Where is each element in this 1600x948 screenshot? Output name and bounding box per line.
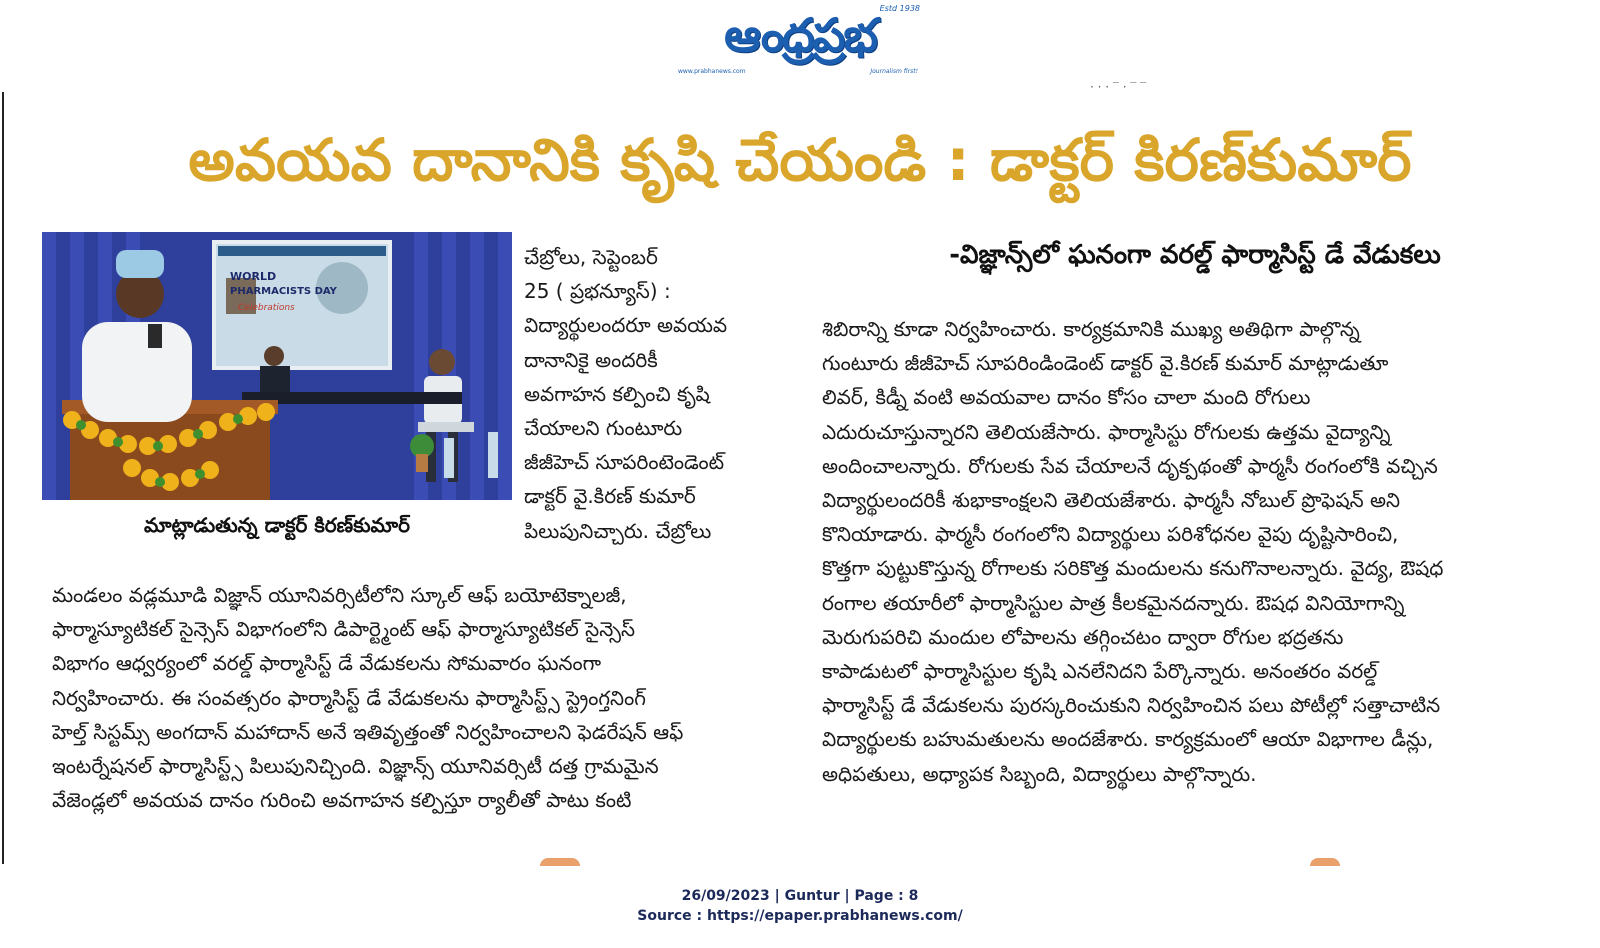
text-line: ఫార్మాస్యూటికల్ సైన్సెస్ విభాగంలోని డిపార్ట్మెంట్ ఆఫ్ ఫార్మాస్యూటికల్ సైన్సెస్ <box>52 617 636 642</box>
text-line: 25 ( ప్రభన్యూస్) : <box>524 279 671 304</box>
text-line: అధిపతులు, అధ్యాపక సిబ్బంది, విద్యార్థులు పాల్గొన్నారు. <box>822 761 1257 786</box>
text-line: అందించాలన్నారు. రోగులకు సేవ చేయాలనే దృక్పథంతో ఫార్మసీ రంగంలోకి వచ్చిన <box>822 453 1438 478</box>
logo-wordmark: ఆంధ్రప్రభ <box>724 8 876 62</box>
text-line: ఫార్మాసిస్ట్ డే వేడుకలను పురస్కరించుకుని నిర్వహించిన పలు పోటీల్లో సత్తాచాటిన <box>822 693 1441 718</box>
text-line: కాపాడుటలో ఫార్మాసిస్టుల కృషి ఎనలేనిదని పేర్కొన్నారు. అనంతరం వరల్డ్ <box>822 659 1378 684</box>
text-line: విద్యార్థులందరూ అవయవ <box>524 313 728 338</box>
text-line: విభాగం ఆధ్వర్యంలో వరల్డ్ ఫార్మాసిస్ట్ డే వేడుకలను సోమవారం ఘనంగా <box>52 651 602 676</box>
article-column-a <box>524 240 782 548</box>
footer-date-edition: 26/09/2023 | Guntur | Page : 8 <box>681 888 919 904</box>
text-line: వేజెండ్లలో అవయవ దానం గురించి అవగాహన కల్పిస్తూ ర్యాలీతో పాటు కంటి <box>52 788 632 813</box>
text-line: మెరుగుపరిచి మందుల లోపాలను తగ్గించటం ద్వారా రోగుల భద్రతను <box>822 624 1344 649</box>
logo-url: www.prabhanews.com <box>678 68 746 75</box>
text-line: ఇంటర్నేషనల్ ఫార్మాసిస్ట్స్ పిలుపునిచ్చింది. విజ్ఞాన్స్ యూనివర్సిటీ దత్త గ్రామమైన <box>52 754 659 779</box>
text-line: జీజీహెచ్ సూపరింటెండెంట్ <box>524 450 725 475</box>
text-line: హెల్త్ సిస్టమ్స్ అంగదాన్ మహాదాన్ అనే ఇతివృత్తంతో నిర్వహించాలని ఫెడరేషన్ ఆఫ్ <box>52 719 684 744</box>
article-headline: అవయవ దానానికి కృషి చేయండి : డాక్టర్ కిరణ్‌కుమార్ <box>188 126 1412 194</box>
newspaper-logo <box>672 4 928 76</box>
screen-banner-line3: Celebrations <box>238 303 295 313</box>
clipping-left-border <box>2 92 4 864</box>
text-line: విద్యార్థులందరికీ శుభాకాంక్షలని తెలియజేశారు. ఫార్మసీ నోబుల్ ప్రొఫెషన్ అని <box>822 488 1401 513</box>
text-line: మండలం వడ్లమూడి విజ్ఞాన్ యూనివర్సిటీలోని స్కూల్ ఆఫ్ బయోటెక్నాలజీ, <box>52 583 627 607</box>
text-line: దానానికై అందరికీ <box>524 347 658 372</box>
text-line: నిర్వహించారు. ఈ సంవత్సరం ఫార్మాసిస్ట్ డే వేడుకలను ఫార్మాసిస్ట్స్ స్ట్రెంగ్తనింగ్ <box>52 685 646 710</box>
cropped-text-remnant: · · · ‾ · ‾ ‾ <box>1090 82 1147 92</box>
article-column-b <box>52 578 782 817</box>
page-footer <box>0 886 1600 926</box>
logo-established: Estd 1938 <box>879 4 920 13</box>
article-subheadline: -విజ్ఞాన్స్‌లో ఘనంగా వరల్డ్ ఫార్మాసిస్ట్ డే వేడుకలు <box>949 240 1441 270</box>
text-line: విద్యార్థులకు బహుమతులను అందజేశారు. కార్యక్రమంలో ఆయా విభాగాల డీన్లు, <box>822 727 1434 752</box>
photo-caption: మాట్లాడుతున్న డాక్టర్ కిరణ్‌కుమార్ <box>143 513 410 537</box>
article-column-c <box>822 312 1562 791</box>
article-photo <box>42 232 512 500</box>
text-line: డాక్టర్ వై.కిరణ్ కుమార్ <box>524 484 696 509</box>
footer-source[interactable]: Source : https://epaper.prabhanews.com/ <box>637 908 963 924</box>
text-line: పిలుపునిచ్చారు. చేబ్రోలు <box>524 518 712 543</box>
masthead <box>0 0 1600 92</box>
text-line: శిబిరాన్ని కూడా నిర్వహించారు. కార్యక్రమానికి ముఖ్య అతిథిగా పాల్గొన్న <box>822 317 1360 341</box>
screen-banner-line1: WORLD <box>230 270 277 283</box>
text-line: కొత్తగా పుట్టుకొస్తున్న రోగాలకు సరికొత్త మందులను కనుగొనాలన్నారు. వైద్య, ఔషధ <box>822 556 1444 581</box>
text-line: చేబ్రోలు, సెప్టెంబర్ <box>524 245 658 269</box>
screen-banner-line2: PHARMACISTS DAY <box>230 286 337 297</box>
cropped-graphic-remnant <box>540 858 580 866</box>
text-line: గుంటూరు జీజీహెచ్ సూపరిండిండెంట్ డాక్టర్ వై.కిరణ్ కుమార్ మాట్లాడుతూ <box>822 351 1389 376</box>
text-line: కొనియాడారు. ఫార్మసీ రంగంలోని విద్యార్థులు పరిశోధనల వైపు దృష్టిసారించి, <box>822 522 1399 547</box>
event-photo-illustration <box>42 232 512 500</box>
cropped-graphic-remnant <box>1310 858 1340 866</box>
text-line: చేయాలని గుంటూరు <box>524 416 683 441</box>
text-line: ఎదురుచూస్తున్నారని తెలియజేసారు. ఫార్మాసిస్టు రోగులకు ఉత్తమ వైద్యాన్ని <box>822 419 1391 444</box>
text-line: రంగాల తయారీలో ఫార్మాసిస్టుల పాత్ర కీలకమైనదన్నారు. ఔషధ వినియోగాన్ని <box>822 590 1405 615</box>
logo-tagline: Journalism first! <box>870 68 918 75</box>
text-line: అవగాహన కల్పించి కృషి <box>524 381 710 406</box>
text-line: లివర్, కిడ్నీ వంటి అవయవాల దానం కోసం చాలా మంది రోగులు <box>822 385 1311 410</box>
